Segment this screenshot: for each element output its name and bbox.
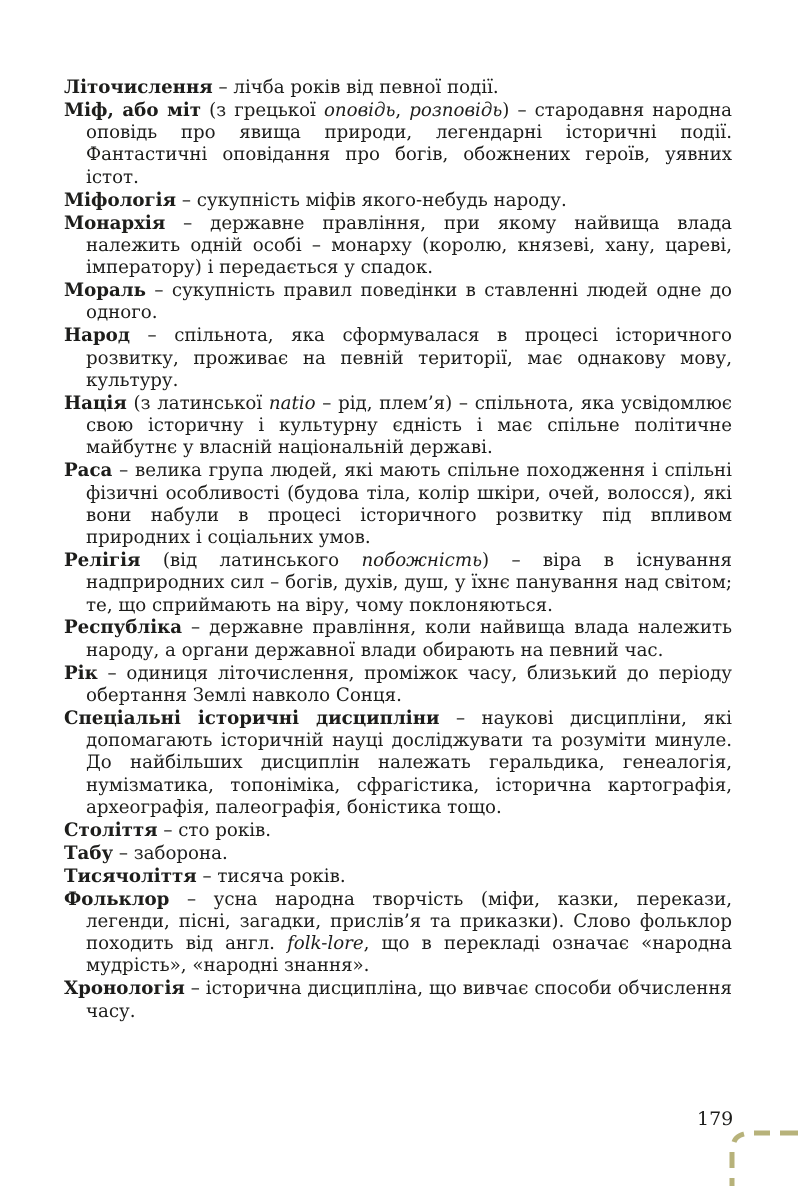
glossary-term: Фольклор xyxy=(64,888,170,910)
glossary-definition-text: – велика група людей, які мають спільне походження і спільні фізичні особливості (будова тіла, колір шкіри, очей, волосся), які вони набули в процесі історичного розвитку під впливом природних і соціальних умов. xyxy=(86,460,732,549)
decor-dash-top-1 xyxy=(734,1134,744,1142)
glossary-definition-text: – сукупність міфів якого-небудь народу. xyxy=(176,189,567,211)
glossary-definition-text: , xyxy=(395,99,410,121)
glossary-entry xyxy=(64,843,732,865)
glossary-list xyxy=(64,77,732,1024)
glossary-entry xyxy=(64,889,732,978)
glossary-entry xyxy=(64,663,732,708)
glossary-definition-text: – сукупність правил поведінки в ставленні людей одне до одного. xyxy=(86,280,732,324)
glossary-definition-text: – державне правління, коли найвища влада належить народу, а органи державної влади обирають на певний час. xyxy=(86,617,732,661)
glossary-term: Спеціальні історичні дисципліни xyxy=(64,707,440,729)
glossary-entry xyxy=(64,978,732,1023)
glossary-term: Міфологія xyxy=(64,189,177,211)
glossary-term: Народ xyxy=(64,325,130,347)
glossary-term: Монархія xyxy=(64,212,166,234)
glossary-entry xyxy=(64,460,732,549)
glossary-term: Релігія xyxy=(64,549,141,571)
glossary-term: Мораль xyxy=(64,280,146,302)
glossary-italic-word: оповідь xyxy=(323,99,396,121)
glossary-term: Міф, або міт xyxy=(64,99,202,121)
glossary-definition-text: – історична дисципліна, що вивчає способи обчислення часу. xyxy=(86,978,732,1022)
glossary-definition-text: ) – стародавня народна оповідь про явища природи, легендарні історичні події. Фантастичні оповідання про богів, обожнених героїв, уявних істот. xyxy=(86,99,732,188)
glossary-definition-text: – спільнота, яка сформувалася в процесі історичного розвитку, проживає на певній території, має однакову мову, культуру. xyxy=(86,325,732,391)
glossary-entry xyxy=(64,325,732,392)
glossary-definition-text: – лічба років від певної події. xyxy=(212,77,499,98)
glossary-term: Табу xyxy=(64,842,114,864)
glossary-entries xyxy=(64,77,732,1023)
glossary-entry xyxy=(64,77,732,99)
glossary-definition-text: – заборона. xyxy=(113,842,228,864)
glossary-entry xyxy=(64,708,732,819)
glossary-term: Століття xyxy=(64,819,158,841)
glossary-italic-word: folk-lore xyxy=(287,933,364,955)
glossary-definition-text: ) – віра в існування надприродних сил – богів, духів, душ, у їхнє панування над світом; те, що сприймають на віру, чому поклоняються. xyxy=(86,549,732,616)
page-number: 179 xyxy=(697,1108,734,1130)
glossary-term: Нація xyxy=(64,392,127,414)
glossary-definition-text: – наукові дисципліни, які допомагають історичній науці досліджувати та розуміти минуле. До найбільших дисциплін належать геральдика, генеалогія, нумізматика, топоніміка, сфрагістика, історична картографія, археографія, палеографія, боністика тощо. xyxy=(86,707,732,819)
glossary-entry xyxy=(64,100,732,189)
glossary-entry xyxy=(64,213,732,280)
glossary-definition-text: (з грецької xyxy=(201,99,324,121)
glossary-entry xyxy=(64,820,732,842)
glossary-italic-word: побожність xyxy=(361,549,482,571)
glossary-entry xyxy=(64,190,732,212)
glossary-entry xyxy=(64,280,732,325)
glossary-definition-text: – тисяча років. xyxy=(196,865,346,887)
glossary-italic-word: розповідь xyxy=(409,99,503,121)
glossary-definition-text: (від латинського xyxy=(140,549,362,571)
glossary-definition-text: – усна народна творчість (міфи, казки, перекази, легенди, пісні, загадки, прислів’я та приказки). Слово фольклор походить від англ. xyxy=(86,888,732,955)
glossary-entry xyxy=(64,866,732,888)
glossary-definition-text: – сто років. xyxy=(157,819,272,841)
glossary-entry xyxy=(64,617,732,662)
glossary-definition-text: – державне правління, при якому найвища влада належить одній особі – монарху (королю, князеві, хану, цареві, імператору) і передається у спадок. xyxy=(86,212,732,279)
glossary-term: Республіка xyxy=(64,617,183,639)
glossary-definition-text: – рід, плем’я) – спільнота, яка усвідомлює свою історичну і культурну єдність і має спільне політичне майбутнє у власній національній державі. xyxy=(86,392,732,459)
glossary-term: Раса xyxy=(64,460,113,482)
glossary-term: Тисячоліття xyxy=(64,865,197,887)
glossary-term: Рік xyxy=(64,662,98,684)
glossary-definition-text: – одиниця літочислення, проміжок часу, близький до періоду обертання Землі навколо Сонця. xyxy=(86,662,732,706)
glossary-definition-text: (з латинської xyxy=(126,392,269,414)
glossary-entry xyxy=(64,550,732,617)
glossary-term: Хронологія xyxy=(64,978,185,1000)
glossary-entry xyxy=(64,393,732,460)
dashed-corner-bracket-icon xyxy=(720,1106,800,1186)
glossary-italic-word: natio xyxy=(268,392,316,414)
glossary-definition-text: , що в перекладі означає «народна мудрість», «народні знання». xyxy=(86,933,733,977)
glossary-term: Літочислення xyxy=(64,77,213,98)
